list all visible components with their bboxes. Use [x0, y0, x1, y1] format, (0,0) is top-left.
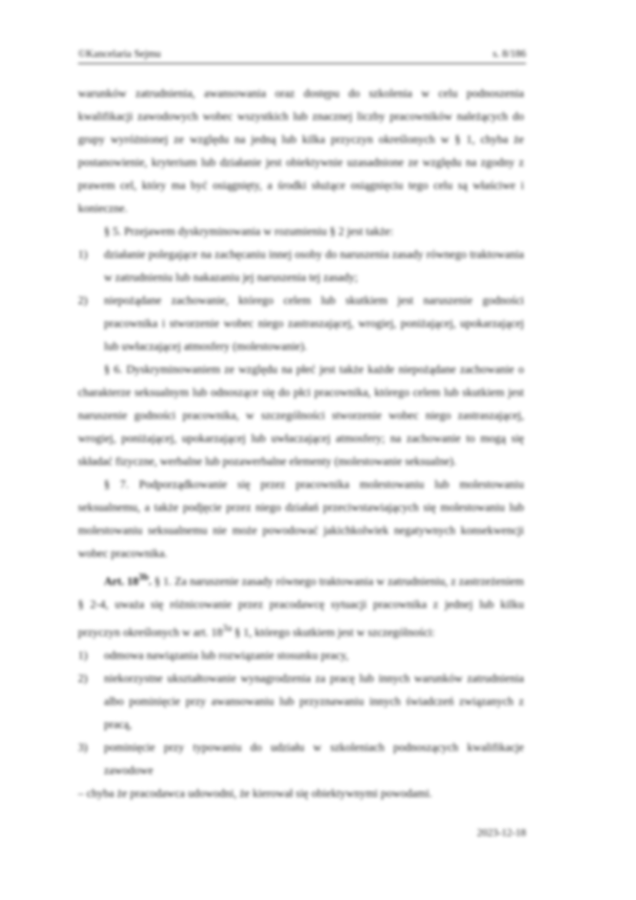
article-closing: – chyba że pracodawca udowodni, że kierował się obiektywnymi powodami.	[78, 787, 433, 800]
document-body	[78, 83, 524, 806]
list-item	[78, 290, 524, 359]
article-text-b: § 1, którego skutkiem jest w szczególności:	[231, 626, 435, 639]
list-item	[78, 737, 524, 783]
list-number: 1)	[78, 649, 88, 662]
article-paragraph	[78, 566, 524, 645]
list-item	[78, 645, 524, 668]
header-source: ©Kancelaria Sejmu	[78, 49, 161, 60]
list-text: odmowa nawiązania lub rozwiązanie stosunku pracy,	[104, 649, 349, 662]
page-footer-date: 2023-12-18	[477, 828, 526, 839]
paragraph-7: § 7. Podporządkowanie się przez pracownika molestowaniu lub molestowaniu seksualnemu, a także podjęcie przez niego działań przeciwstawiających się molestowaniu lub molestowaniu seksualnemu nie może powodować jakichkolwiek negatywnych konsekwencji wobec pracownika.	[78, 479, 524, 560]
header-page-number: s. 8/186	[492, 49, 526, 60]
article-label-sup: 3b	[138, 572, 149, 583]
list-number: 1)	[78, 249, 88, 261]
list-number: 2)	[78, 295, 88, 307]
paragraph-6: § 6. Dyskryminowaniem ze względu na płeć jest także każde niepożądane zachowanie o charakterze seksualnym lub odnoszące się do płci pracownika, którego celem lub skutkiem jest naruszenie godności pracownika, w szczególności stworzenie wobec niego zastraszającej, wrogiej, poniżającej, upokarzającej lub uwłaczającej atmosfery; na zachowanie to mogą się składać fizyczne, werbalne lub pozawerbalne elementy (molestowanie seksualne).	[78, 364, 524, 468]
article-label	[104, 572, 152, 588]
article-label-suffix: .	[148, 575, 152, 588]
intro-paragraph: warunków zatrudnienia, awansowania oraz dostępu do szkolenia w celu podnoszenia kwalifikacji zawodowych wobec wszystkich lub znacznej liczby pracowników należących do grupy wyróżnionej ze względu na jedną lub kilka przyczyn określonych w § 1, chyba że postanowienie, kryterium lub działanie jest obiektywnie uzasadnione ze względu na zgodny z prawem cel, który ma być osiągnięty, a środki służące osiągnięciu tego celu są właściwe i konieczne.	[78, 88, 524, 215]
list-number: 2)	[78, 672, 88, 685]
page-header	[78, 49, 526, 64]
list-text: działanie polegające na zachęcaniu innej osoby do naruszenia zasady równego traktowania w zatrudnieniu lub nakazaniu jej naruszenia tej zasady;	[104, 249, 524, 284]
list-number: 3)	[78, 741, 88, 754]
list-item	[78, 668, 524, 737]
list-text: pominięcie przy typowaniu do udziału w szkoleniach podnoszących kwalifikacje zawodowe	[104, 741, 524, 777]
article-label-text: Art. 18	[104, 575, 139, 588]
paragraph-5: § 5. Przejawem dyskryminowania w rozumieniu § 2 jest także:	[104, 226, 394, 238]
list-item	[78, 244, 524, 290]
list-text: niekorzystne ukształtowanie wynagrodzenia za pracę lub innych warunków zatrudnienia albo pominięcie przy awansowaniu lub przyznawaniu innych świadczeń związanych z pracą,	[104, 672, 524, 731]
article-text-a: § 1. Za naruszenie zasady równego traktowania w zatrudnieniu, z zastrzeżeniem § 2-4, uważa się różnicowanie przez pracodawcę sytuacji pracownika z jednej lub kilku przyczyn określonych w art. 18	[78, 575, 524, 639]
article-text-sup: 3a	[222, 622, 232, 634]
list-text: niepożądane zachowanie, którego celem lub skutkiem jest naruszenie godności pracownika i stworzenie wobec niego zastraszającej, wrogiej, poniżającej, upokarzającej lub uwłaczającej atmosfery (molestowanie).	[104, 295, 524, 353]
